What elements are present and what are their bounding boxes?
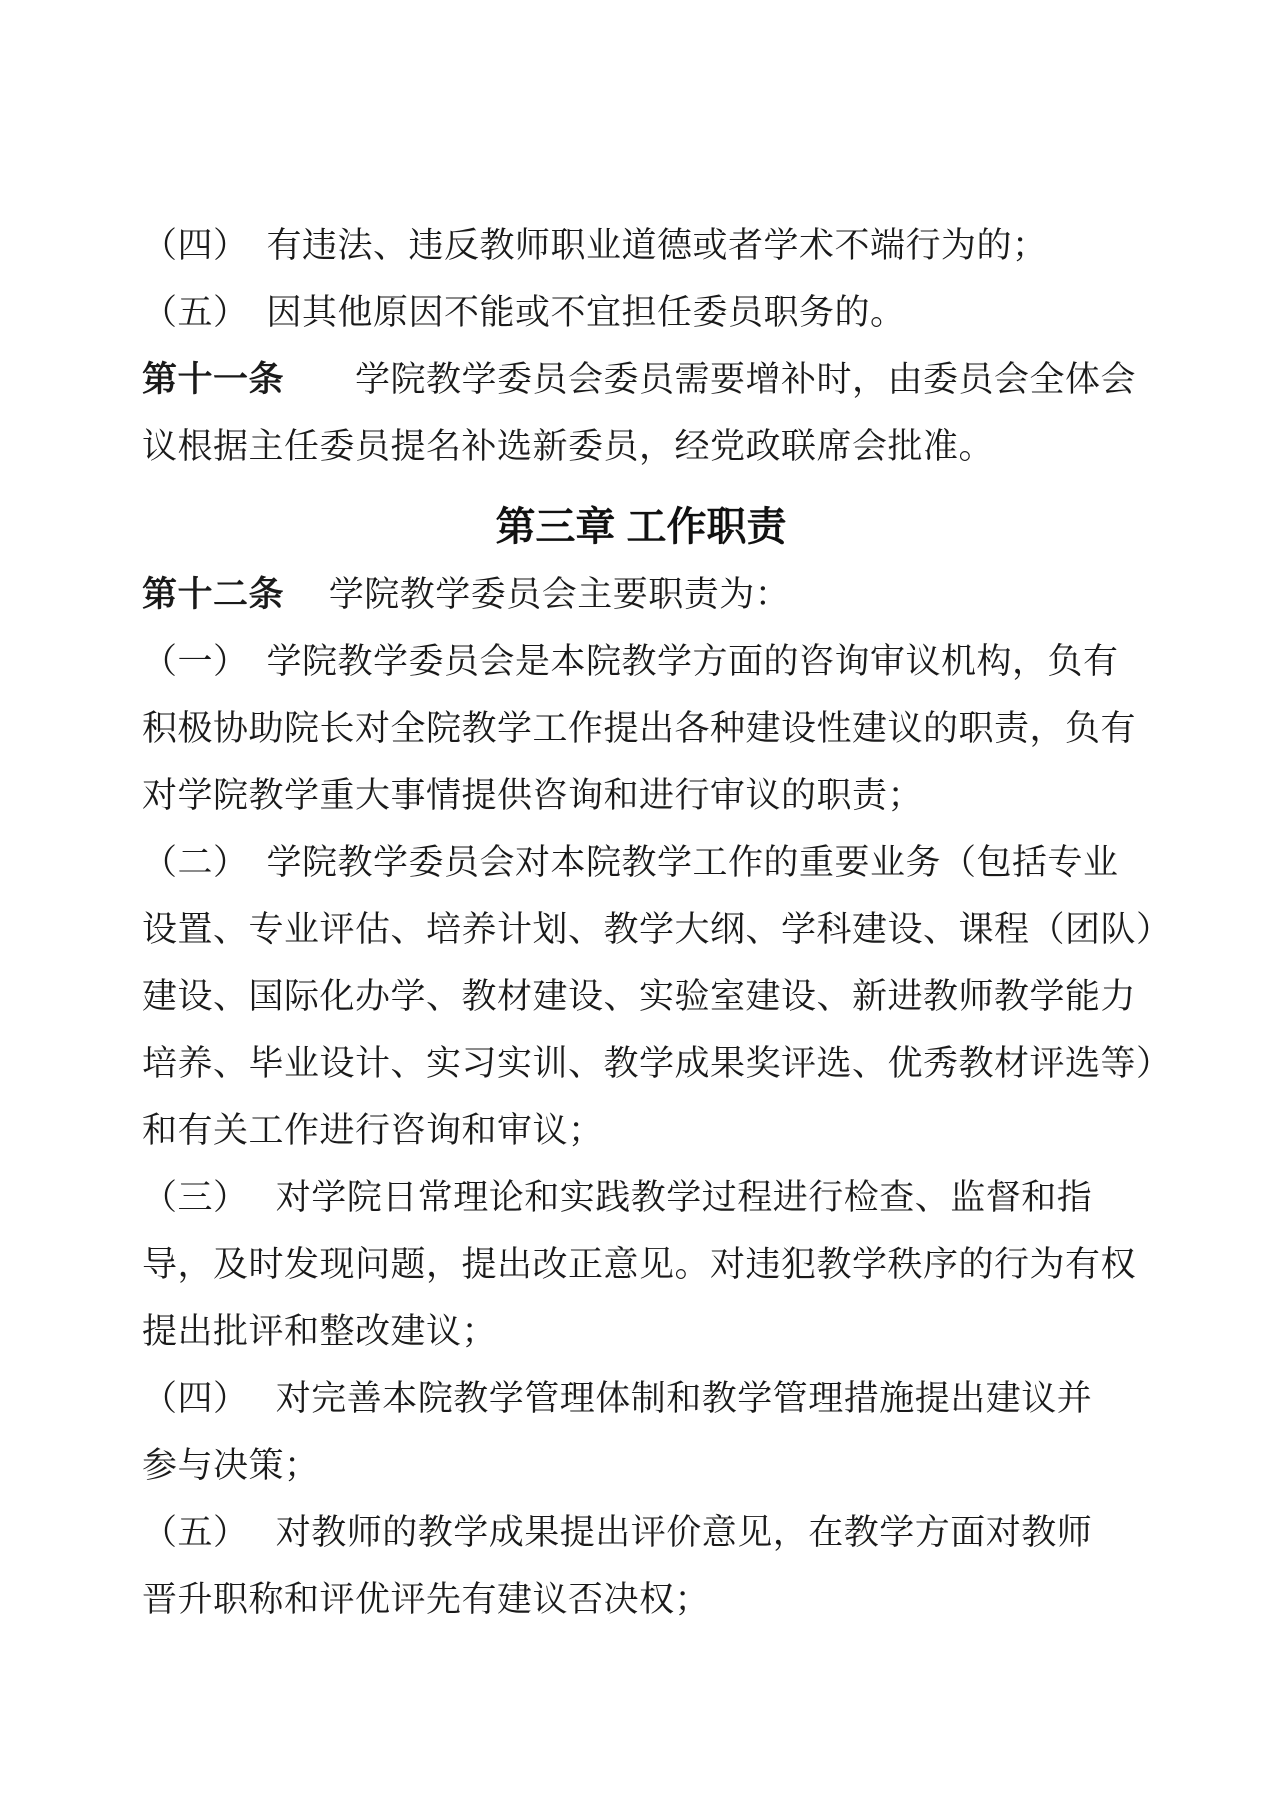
article-number-label: 第十一条 — [142, 360, 285, 399]
text-line: 议根据主任委员提名补选新委员，经党政联席会批准。 — [142, 427, 995, 466]
text-line: 导，及时发现问题，提出改正意见。对违犯教学秩序的行为有权 — [142, 1245, 1137, 1284]
article-text: 学院教学委员会主要职责为： — [284, 575, 791, 614]
text-line: （一） 学院教学委员会是本院教学方面的咨询审议机构，负有 — [142, 642, 1119, 681]
text-line-article-12 — [142, 561, 1140, 628]
document-body — [142, 212, 1172, 1633]
text-line: （三） 对学院日常理论和实践教学过程进行检查、监督和指 — [142, 1178, 1093, 1217]
chapter-heading: 第三章 工作职责 — [495, 505, 787, 549]
text-line: 积极协助院长对全院教学工作提出各种建设性建议的职责，负有 — [142, 709, 1137, 748]
text-line: （五） 因其他原因不能或不宜担任委员职务的。 — [142, 293, 906, 332]
text-line: 和有关工作进行咨询和审议； — [142, 1111, 604, 1150]
article-number-label: 第十二条 — [142, 575, 285, 614]
text-line-article-11 — [142, 346, 1140, 413]
text-line: （五） 对教师的教学成果提出评价意见，在教学方面对教师 — [142, 1513, 1093, 1552]
text-line: 建设、国际化办学、教材建设、实验室建设、新进教师教学能力 — [142, 977, 1137, 1016]
article-text: 学院教学委员会委员需要增补时，由委员会全体会 — [284, 360, 1137, 399]
text-line: （四） 有违法、违反教师职业道德或者学术不端行为的； — [142, 226, 1048, 265]
text-line: （四） 对完善本院教学管理体制和教学管理措施提出建议并 — [142, 1379, 1093, 1418]
text-line: （二） 学院教学委员会对本院教学工作的重要业务（包括专业 — [142, 843, 1119, 882]
text-line: 培养、毕业设计、实习实训、教学成果奖评选、优秀教材评选等） — [142, 1044, 1172, 1083]
text-line: 对学院教学重大事情提供咨询和进行审议的职责； — [142, 776, 924, 815]
text-line: 参与决策； — [142, 1446, 320, 1485]
text-line: 提出批评和整改建议； — [142, 1312, 498, 1351]
text-line: 设置、专业评估、培养计划、教学大纲、学科建设、课程（团队） — [142, 910, 1172, 949]
text-line: 晋升职称和评优评先有建议否决权； — [142, 1580, 711, 1619]
